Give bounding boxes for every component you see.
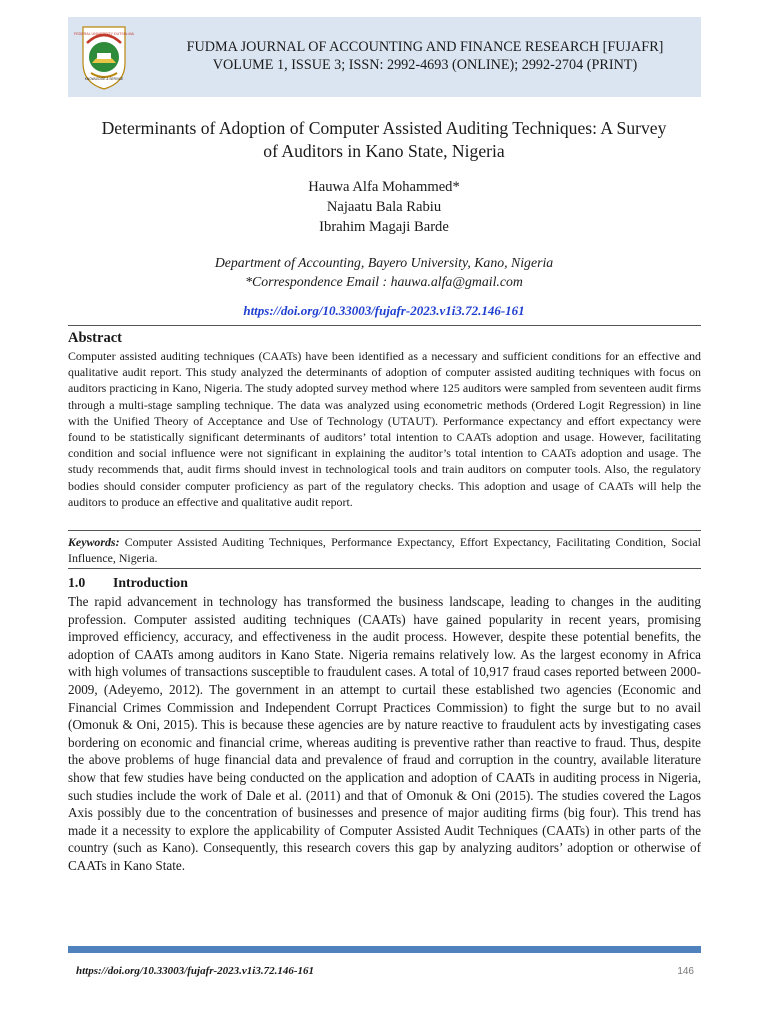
divider (68, 530, 701, 531)
keywords-list: Computer Assisted Auditing Techniques, Performance Expectancy, Effort Expectancy, Facilitating Condition, Social Influence, Nigeria. (68, 535, 701, 566)
author: Najaatu Bala Rabiu (326, 199, 442, 215)
keywords (68, 534, 701, 566)
journal-volume-issn: VOLUME 1, ISSUE 3; ISSN: 2992-4693 (ONLINE); 2992-2704 (PRINT) (212, 57, 638, 73)
affiliation-block (100, 253, 668, 291)
divider (68, 325, 701, 326)
divider (68, 568, 701, 569)
paper-title-line-2: of Auditors in Kano State, Nigeria (263, 141, 505, 161)
logo-motto: KNOWLEDGE & SERVICE (84, 77, 124, 81)
author: Ibrahim Magaji Barde (319, 219, 449, 235)
section-heading-introduction (68, 575, 188, 591)
journal-name: FUDMA JOURNAL OF ACCOUNTING AND FINANCE RESEARCH [FUJAFR] (186, 39, 664, 55)
abstract-text: Computer assisted auditing techniques (CAATs) have been identified as a necessary and sufficient conditions for an effective and qualitative audit report. This study analyzed the determinants of adoption of computer assisted auditing techniques with focus on auditors practicing in Kano, Nigeria. The study adopted survey method where 125 auditors were sampled from seventeen audit firms through a multi-stage sampling technique. The data was analyzed using econometric methods (Ordered Logit Regression) in line with the Unified Theory of Acceptance and Use of Technology (UTAUT). Performance expectancy and effort expectancy were found to be statistically significant determinants of auditors’ total intention to CAATs adoption and usage. However, facilitating condition and social influence were not significant in explaining the auditor’s total intention to CAATs adoption and usage. The study recommends that, audit firms should invest in technological tools and train auditors on computer tools. Also, the regulatory bodies should consider computer proficiency as part of the regulatory checks. This adoption and usage of CAATs will help the auditors to produce an effective and qualitative audit report. (68, 349, 701, 509)
page-number: 146 (677, 966, 694, 977)
keywords-label: Keywords: (68, 535, 120, 549)
doi-link[interactable]: https://doi.org/10.33003/fujafr-2023.v1i3.72.146-161 (243, 303, 525, 318)
affiliation: Department of Accounting, Bayero University, Kano, Nigeria (214, 255, 554, 270)
footer-doi[interactable]: https://doi.org/10.33003/fujafr-2023.v1i3.72.146-161 (76, 965, 315, 977)
author: Hauwa Alfa Mohammed* (308, 179, 460, 195)
footer-bar (68, 946, 701, 953)
author-list (100, 177, 668, 237)
section-number: 1.0 (68, 575, 86, 590)
correspondence-email: *Correspondence Email : hauwa.alfa@gmail.com (245, 274, 523, 289)
logo-wordmark: FEDERAL UNIVERSITY DUTSIN-MA (74, 32, 134, 36)
abstract-heading: Abstract (68, 330, 122, 346)
section-title: Introduction (113, 575, 188, 590)
paper-title-line-1: Determinants of Adoption of Computer Assisted Auditing Techniques: A Survey (101, 118, 667, 138)
journal-title (140, 38, 710, 74)
introduction-text: The rapid advancement in technology has transformed the business landscape, leading to changes in the auditing profession. Computer assisted auditing techniques (CAATs) have gained popularity in recent years, promising improved efficiency, accuracy, and effectiveness in the audit process. However, despite these potential benefits, the adoption of CAATs among auditors in Kano State. Nigeria remains relatively low. As the largest economy in Africa with high volumes of transactions susceptible to fraudulent cases. A total of 10,917 fraud cases reported between 2000-2009, (Adeyemo, 2012). The government in an attempt to curtail these established two agencies (Economic and Financial Crimes Commission and Independent Corrupt Practices Commission) to fight the surge but to no avail (Omonuk & Oni, 2015). This is because these agencies are by nature reactive to fraudulent acts by investigating cases bordering on economic and financial crime, whereas auditing is preventive rather than reactive to fraud. Thus, despite the above problems of huge financial data and prevalence of fraud and corruption in the country, available literature show that few studies have being conducted on the application and adoption of CAATs in auditing process in Nigeria, such studies include the work of Dale et al. (2011) and that of Omonuk & Oni (2015). The studies covered the Lagos Axis possibly due to the concentration of businesses and presence of major auditing firms (big four). This trend has made it a necessity to explore the applicability of Computer Assisted Audit Techniques (CAATs) in other parts of the country (such as Kano). Consequently, this research covers this gap by analyzing auditors’ adoption or otherwise of CAATs in Kano State. (68, 594, 701, 873)
paper-title (62, 117, 706, 163)
university-logo (74, 23, 134, 91)
